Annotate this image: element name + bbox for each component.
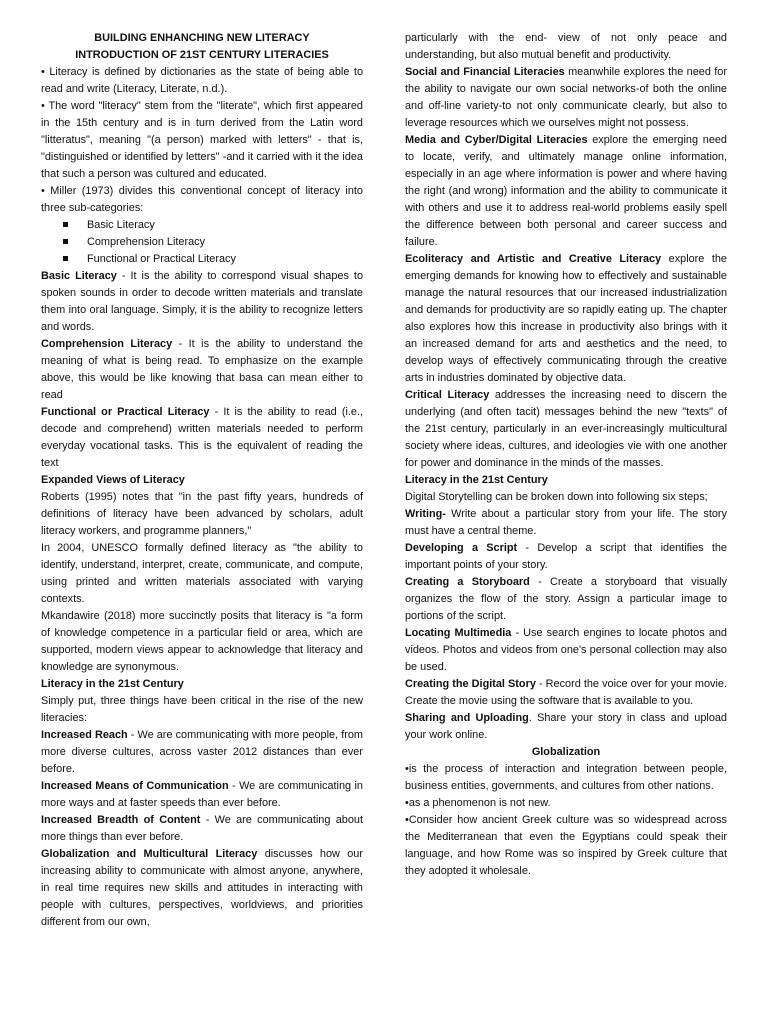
media-cyber-paragraph: Media and Cyber/Digital Literacies explore the emerging need to locate, verify, and ultimately manage online information, especially in an age where information is power and where having the right (and wrong) information and the ability to communicate it with others and use it to address real-world problems easily spell the difference between both personal and career success and failure. bbox=[405, 134, 727, 248]
literacy-21st-heading: Literacy in the 21st Century bbox=[41, 678, 184, 690]
sub-category-list bbox=[41, 217, 363, 268]
ecoliteracy-paragraph: Ecoliteracy and Artistic and Creative Literacy explore the emerging demands for knowing how to effectively and sustainable manage the natural resources that our increased industrialization and demands for productivity are so rapidly eating up. The chapter also explores how this increase in productivity also brings with it an increased demand for arts and aesthetics and the need, to develop ways of effectively communicating through the creative arts in industries dominated by objective data. bbox=[405, 253, 727, 384]
increased-breadth-paragraph: Increased Breadth of Content - We are communicating about more things than ever before. bbox=[41, 814, 363, 843]
bullet-miller: • Miller (1973) divides this conventional concept of literacy into three sub-categories: bbox=[41, 185, 363, 214]
increased-reach-paragraph: Increased Reach - We are communicating with more people, from more diverse cultures, across vaster 2012 distances than ever before. bbox=[41, 729, 363, 775]
comprehension-literacy-paragraph: Comprehension Literacy - It is the ability to understand the meaning of what is being read. To emphasize on the example above, this would be like knowing that basa can mean either to read bbox=[41, 338, 363, 401]
functional-literacy-paragraph: Functional or Practical Literacy - It is the ability to read (i.e., decode and comprehend) written materials needed to perform everyday vocational tasks. This is the equivalent of reading the text bbox=[41, 406, 364, 469]
critical-literacy-paragraph: Critical Literacy addresses the increasing need to discern the underlying (and often tacit) messages behind the new "texts" of the 21st century, particularly in an ever-increasingly multicultural society where ideas, cultures, and ideologies vie with one another for power and dominance in the minds of the masses. bbox=[405, 389, 728, 469]
bullet-literacy-etymology: • The word "literacy" stem from the "literate", which first appeared in the 15th century and is in turn derived from the Latin word "litteratus", meaning "(a person) marked with letters" - that is, "distinguished or identified by letters" -and it carried with it the idea that such a person was cultured and educated. bbox=[41, 100, 363, 180]
list-item: Comprehension Literacy bbox=[63, 234, 363, 251]
unesco-paragraph: In 2004, UNESCO formally defined literacy as "the ability to identify, understand, interpret, create, communicate, and compute, using printed and written materials associated with varying contexts. bbox=[41, 542, 363, 605]
list-item: Basic Literacy bbox=[63, 217, 363, 234]
social-financial-paragraph: Social and Financial Literacies meanwhile explores the need for the ability to navigate our own social networks-of both the online and off-line variety-to not only communicate clearly, but also to leverage resources which we ourselves might not possess. bbox=[405, 66, 727, 129]
bullet-literacy-definition: • Literacy is defined by dictionaries as the state of being able to read and write (Literacy, Literate, n.d.). bbox=[41, 66, 363, 95]
globalization-bullet-1: •is the process of interaction and integration between people, business entities, governments, and cultures from other nations. bbox=[405, 763, 727, 792]
basic-literacy-paragraph: Basic Literacy - It is the ability to correspond visual shapes to spoken sounds in order to decode written materials and translate them into oral language. Simply, it is the ability to recognize letters and words. bbox=[41, 270, 363, 333]
storyboard-step: Creating a Storyboard - Create a storyboard that visually organizes the flow of the story. Assign a particular image to portions of the script. bbox=[405, 576, 728, 622]
square-bullet-icon bbox=[63, 222, 68, 227]
document-title: BUILDING ENHANCHING NEW LITERACY bbox=[94, 32, 310, 44]
mkandawire-paragraph: Mkandawire (2018) more succinctly posits that literacy is "a form of knowledge competence in a particular field or area, which are supported, modern views appear to acknowledge that literacy and knowledge are synonymous. bbox=[41, 610, 363, 673]
simply-put-paragraph: Simply put, three things have been critical in the rise of the new literacies: bbox=[41, 695, 363, 724]
globalization-bullet-2: •as a phenomenon is not new. bbox=[405, 797, 551, 809]
globalization-multicultural-paragraph: Globalization and Multicultural Literacy discusses how our increasing ability to communicate with almost anyone, anywhere, in real time requires new skills and attitudes in interacting with people with cultures, perspectives, worldviews, and priorities different from our own, bbox=[41, 848, 363, 928]
digital-story-step: Creating the Digital Story - Record the voice over for your movie. Create the movie using the software that is available to you. bbox=[405, 678, 727, 707]
list-item: Functional or Practical Literacy bbox=[63, 251, 363, 268]
expanded-views-heading: Expanded Views of Literacy bbox=[41, 474, 185, 486]
multimedia-step: Locating Multimedia - Use search engines to locate photos and videos. Photos and videos from one's personal collection may also be used. bbox=[405, 627, 727, 673]
literacy-21st-heading-right: Literacy in the 21st Century bbox=[405, 474, 548, 486]
right-column bbox=[405, 30, 727, 1024]
sharing-step: Sharing and Uploading. Share your story in class and upload your work online. bbox=[405, 712, 727, 741]
square-bullet-icon bbox=[63, 256, 68, 261]
increased-means-paragraph: Increased Means of Communication - We are communicating in more ways and at faster speeds than ever before. bbox=[41, 780, 363, 809]
globalization-heading: Globalization bbox=[531, 746, 601, 758]
continuation-paragraph: particularly with the end- view of not only peace and understanding, but also mutual benefit and productivity. bbox=[405, 32, 727, 61]
globalization-bullet-3: •Consider how ancient Greek culture was so widespread across the Mediterranean that even the Egyptians could speak their language, and how Rome was so inspired by Greek culture that they adopted it wholesale. bbox=[405, 814, 727, 877]
document-subtitle: INTRODUCTION OF 21ST CENTURY LITERACIES bbox=[75, 49, 329, 61]
roberts-paragraph: Roberts (1995) notes that "in the past fifty years, hundreds of definitions of literacy have been advanced by scholars, adult literacy workers, and programme planners," bbox=[41, 491, 363, 537]
script-step: Developing a Script - Develop a script that identifies the important points of your story. bbox=[405, 542, 727, 571]
writing-step: Writing- Write about a particular story from your life. The story must have a central theme. bbox=[405, 508, 727, 537]
digital-storytelling-paragraph: Digital Storytelling can be broken down into following six steps; bbox=[405, 491, 708, 503]
left-column bbox=[41, 30, 363, 1024]
square-bullet-icon bbox=[63, 239, 68, 244]
